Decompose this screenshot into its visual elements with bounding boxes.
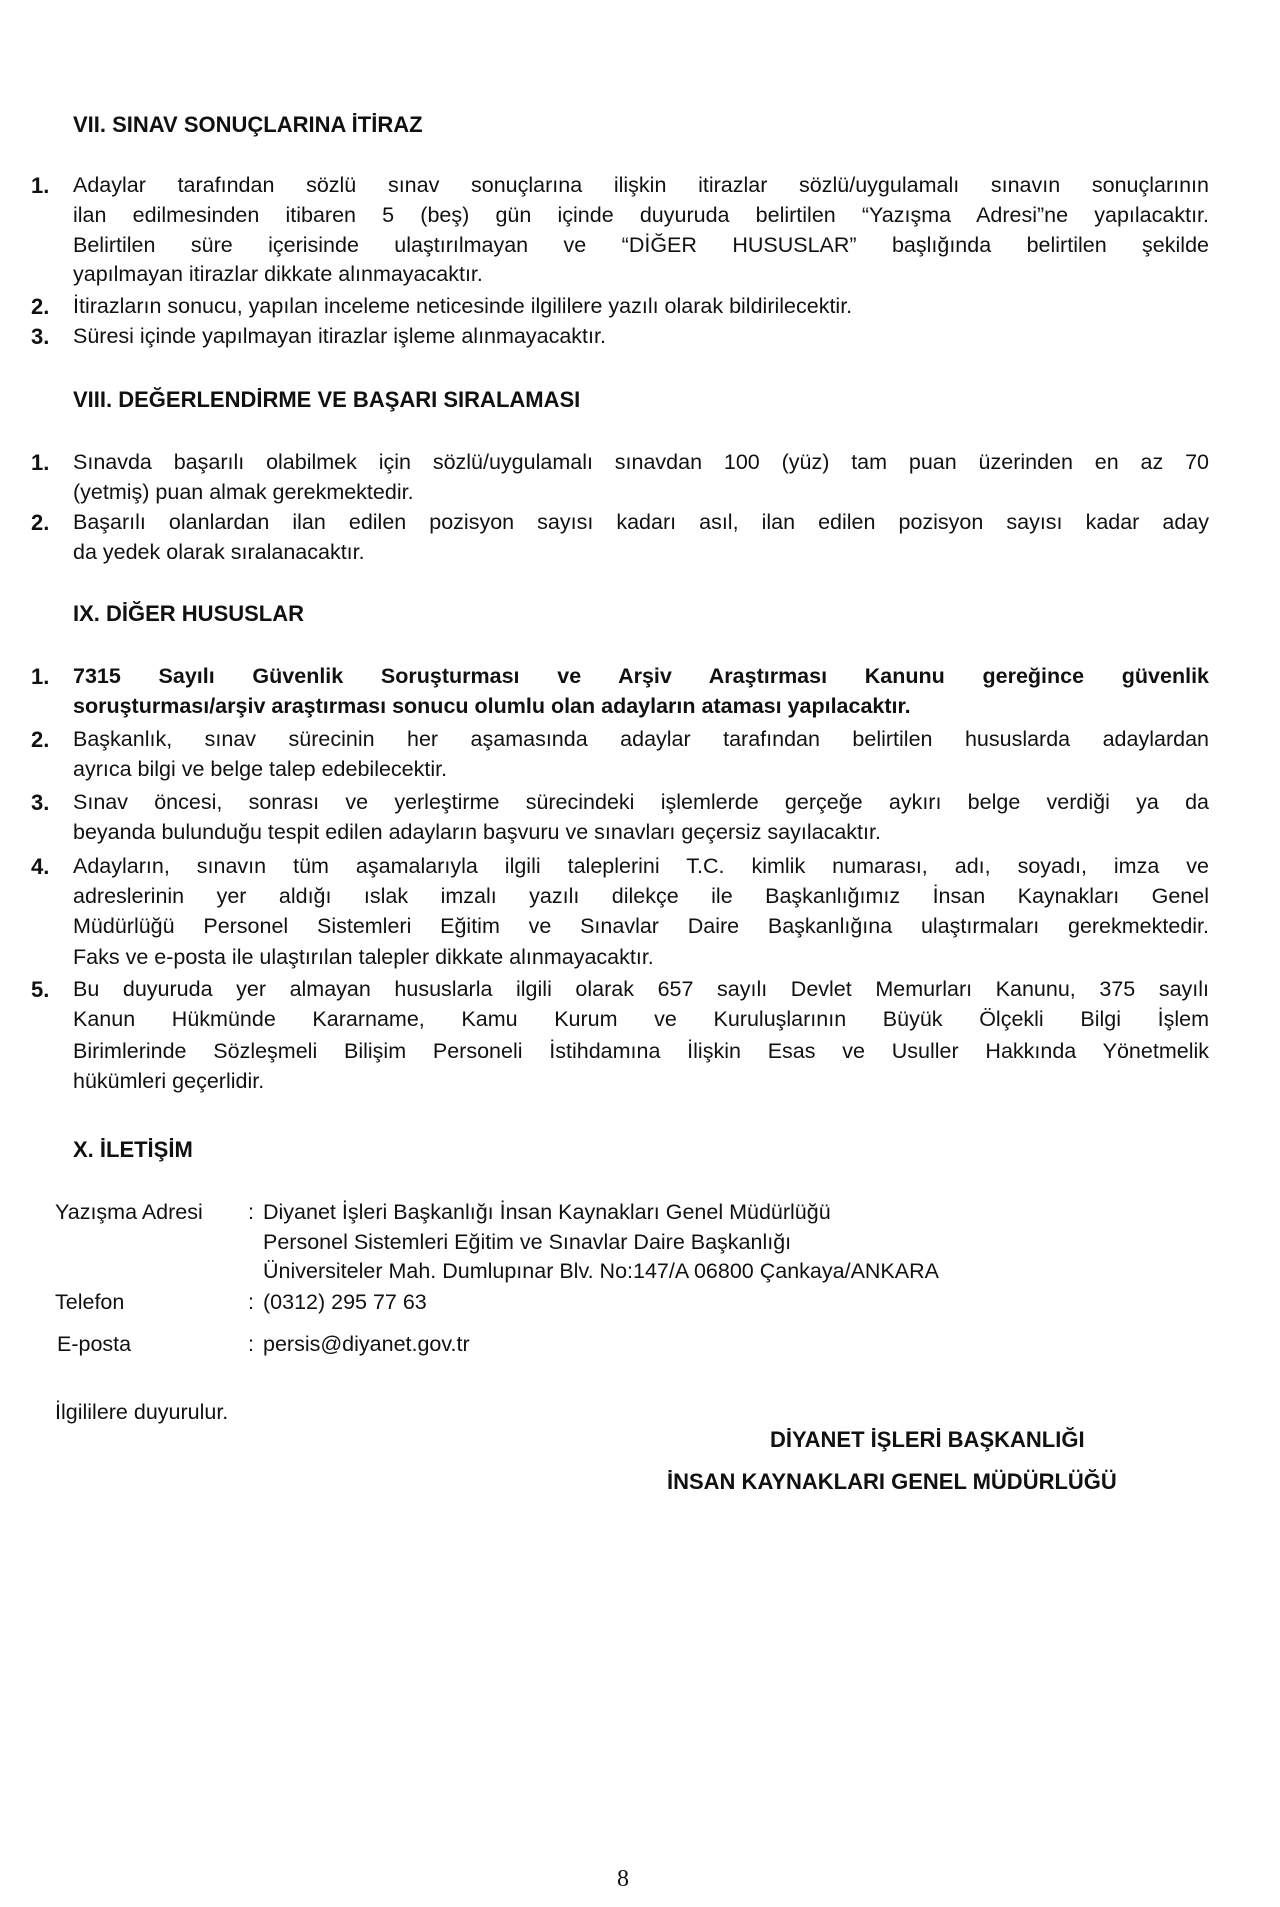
item-line: ilan edilmesinden itibaren 5 (beş) gün içinde duyuruda belirtilen “Yazışma Adresi”ne yapılacaktır. [73,203,1209,227]
item-line: Sınav öncesi, sonrası ve yerleştirme sürecindeki işlemlerde gerçeğe aykırı belge verdiği ya da [73,790,1209,814]
item-number: 3. [31,324,50,349]
email-value[interactable]: persis@diyanet.gov.tr [263,1332,470,1356]
item-line: Bu duyuruda yer almayan hususlarla ilgili olarak 657 sayılı Devlet Memurları Kanunu, 375 sayılı [73,977,1209,1001]
closing-text: İlgililere duyurulur. [55,1400,229,1424]
phone-label: Telefon [55,1290,125,1314]
address-separator: : [248,1200,254,1224]
item-line: Birimlerinde Sözleşmeli Bilişim Personeli İstihdamına İlişkin Esas ve Usuller Hakkında Yönetmelik [73,1039,1209,1063]
address-line: Üniversiteler Mah. Dumlupınar Blv. No:147/A 06800 Çankaya/ANKARA [263,1259,939,1283]
signature-line-2: İNSAN KAYNAKLARI GENEL MÜDÜRLÜĞÜ [667,1469,1117,1494]
section-heading-x: X. İLETİŞİM [73,1137,193,1162]
address-line: Personel Sistemleri Eğitim ve Sınavlar Daire Başkanlığı [263,1230,792,1254]
address-line: Diyanet İşleri Başkanlığı İnsan Kaynakları Genel Müdürlüğü [263,1200,831,1224]
page-number: 8 [617,1866,629,1892]
item-number: 2. [31,294,50,319]
item-number: 3. [31,790,50,815]
item-line: soruşturması/arşiv araştırması sonucu olumlu olan adayların ataması yapılacaktır. [73,694,911,718]
item-number: 5. [31,977,50,1002]
item-number: 2. [31,727,50,752]
item-line: hükümleri geçerlidir. [73,1069,265,1093]
item-number: 1. [31,450,50,475]
item-number: 1. [31,664,50,689]
item-line: da yedek olarak sıralanacaktır. [73,540,365,564]
item-line: Müdürlüğü Personel Sistemleri Eğitim ve Sınavlar Daire Başkanlığına ulaştırmaları gerekmektedir. [73,914,1209,938]
item-line: Süresi içinde yapılmayan itirazlar işleme alınmayacaktır. [73,324,606,348]
item-line: adreslerinin yer aldığı ıslak imzalı yazılı dilekçe ile Başkanlığımız İnsan Kaynakları Genel [73,884,1209,908]
item-line: Başkanlık, sınav sürecinin her aşamasında adaylar tarafından belirtilen hususlarda adaylardan [73,727,1209,751]
phone-value: (0312) 295 77 63 [263,1290,427,1314]
item-line: Kanun Hükmünde Kararname, Kamu Kurum ve Kuruluşlarının Büyük Ölçekli Bilgi İşlem [73,1007,1209,1031]
signature-line-1: DİYANET İŞLERİ BAŞKANLIĞI [770,1427,1085,1452]
item-line: Belirtilen süre içerisinde ulaştırılmayan ve “DİĞER HUSUSLAR” başlığında belirtilen şekilde [73,233,1209,257]
item-line: ayrıca bilgi ve belge talep edebilecektir. [73,757,448,781]
item-line: Adaylar tarafından sözlü sınav sonuçlarına ilişkin itirazlar sözlü/uygulamalı sınavın sonuçlarının [73,173,1209,197]
email-label: E-posta [57,1332,132,1356]
item-number: 2. [31,510,50,535]
item-line: İtirazların sonucu, yapılan inceleme neticesinde ilgililere yazılı olarak bildirilecektir. [73,294,853,318]
section-heading-viii: VIII. DEĞERLENDİRME VE BAŞARI SIRALAMASI [73,387,581,412]
item-line: beyanda bulunduğu tespit edilen adayların başvuru ve sınavları geçersiz sayılacaktır. [73,820,881,844]
item-number: 1. [31,173,50,198]
phone-separator: : [248,1290,254,1314]
email-separator: : [248,1332,254,1356]
section-heading-ix: IX. DİĞER HUSUSLAR [73,601,305,626]
item-line: Başarılı olanlardan ilan edilen pozisyon sayısı kadarı asıl, ilan edilen pozisyon sayısı kadar aday [73,510,1209,534]
item-line: Faks ve e-posta ile ulaştırılan talepler dikkate alınmayacaktır. [73,945,654,969]
item-line: Sınavda başarılı olabilmek için sözlü/uygulamalı sınavdan 100 (yüz) tam puan üzerinden en az 70 [73,450,1209,474]
item-line: 7315 Sayılı Güvenlik Soruşturması ve Arşiv Araştırması Kanunu gereğince güvenlik [73,664,1209,688]
item-line: (yetmiş) puan almak gerekmektedir. [73,480,414,504]
section-heading-vii: VII. SINAV SONUÇLARINA İTİRAZ [73,112,423,137]
address-label: Yazışma Adresi [55,1200,203,1224]
item-line: yapılmayan itirazlar dikkate alınmayacaktır. [73,262,483,286]
item-number: 4. [31,854,50,879]
item-line: Adayların, sınavın tüm aşamalarıyla ilgili taleplerini T.C. kimlik numarası, adı, soyadı, imza ve [73,854,1209,878]
